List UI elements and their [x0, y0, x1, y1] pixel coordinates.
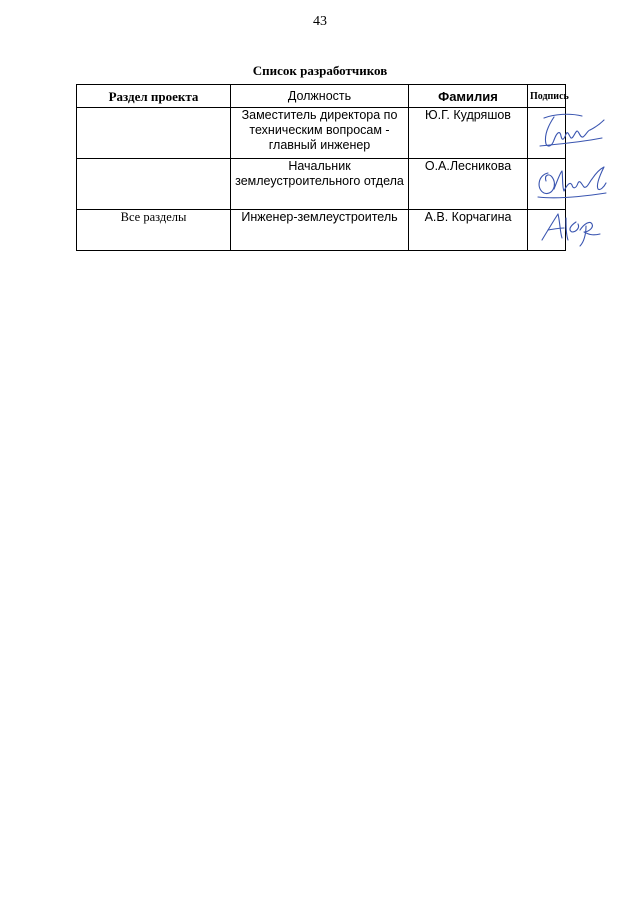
signature-korchagina-icon	[530, 210, 606, 248]
cell-section: Все разделы	[77, 210, 231, 251]
cell-position: Инженер-землеустроитель	[231, 210, 409, 251]
developers-table	[76, 84, 569, 251]
cell-position: Заместитель директора по техническим вопросам - главный инженер	[231, 108, 409, 159]
table-row	[77, 159, 566, 210]
cell-surname: А.В. Корчагина	[409, 210, 528, 251]
signature-kudryashov-icon	[530, 108, 608, 154]
header-position: Должность	[231, 85, 409, 108]
cell-surname: Ю.Г. Кудряшов	[409, 108, 528, 159]
table-row	[77, 108, 566, 159]
header-section: Раздел проекта	[77, 85, 231, 108]
signature-lesnikova-icon	[530, 159, 610, 205]
cell-section	[77, 108, 231, 159]
cell-surname: О.А.Лесникова	[409, 159, 528, 210]
cell-signature	[528, 210, 566, 251]
table-row	[77, 210, 566, 251]
cell-signature	[528, 159, 566, 210]
cell-section	[77, 159, 231, 210]
header-surname: Фамилия	[409, 85, 528, 108]
page-title: Список разработчиков	[252, 63, 388, 78]
page-number: 43	[313, 14, 327, 29]
cell-position: Начальник землеустроительного отдела	[231, 159, 409, 210]
header-signature: Подпись	[528, 85, 566, 108]
cell-signature	[528, 108, 566, 159]
table-header-row	[77, 85, 566, 108]
